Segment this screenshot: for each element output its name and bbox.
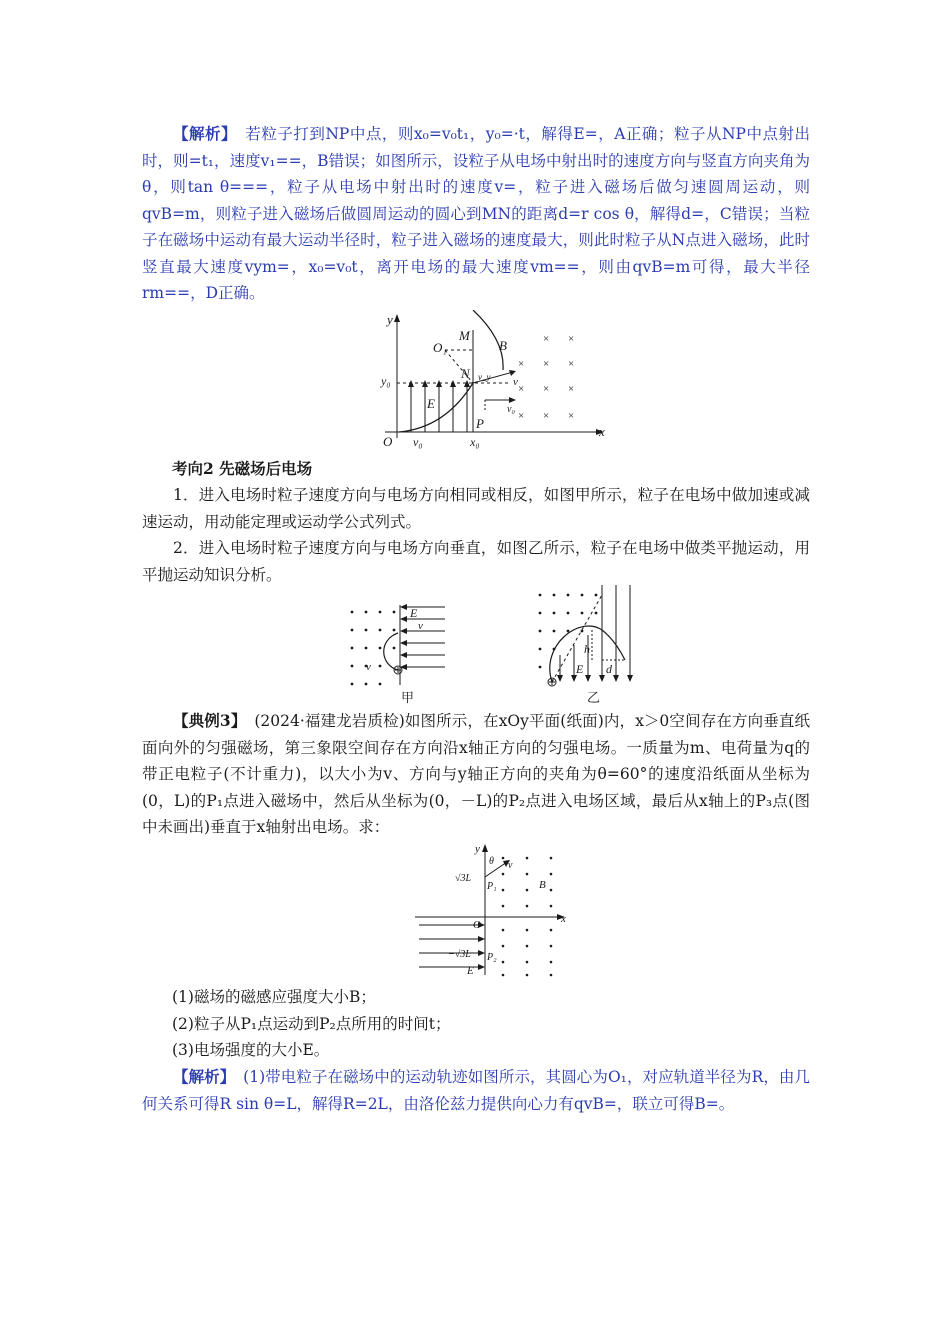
label-N: N xyxy=(461,366,470,381)
svg-text:×: × xyxy=(518,410,525,422)
label-x: x xyxy=(599,424,605,439)
svg-text:×: × xyxy=(543,383,550,395)
label-v: v xyxy=(513,376,518,388)
trajectory-parabola xyxy=(399,383,473,432)
svg-text:×: × xyxy=(543,410,550,422)
label-x0: x₀ xyxy=(470,435,480,449)
analysis2-text: (1)带电粒子在磁场中的运动轨迹如图所示，其圆心为O₁，对应轨道半径为R，由几何关系可得R sin θ=L，解得R=2L，由洛伦兹力提供向心力有qvB=，联立可得B=。 xyxy=(142,1068,810,1113)
y-axis-arrow xyxy=(394,314,400,322)
svg-text:×: × xyxy=(543,358,550,370)
ex-label-B: B xyxy=(539,879,546,891)
ex-label-sqrt3L: √3L xyxy=(455,873,472,884)
ex-label-x: x xyxy=(561,913,566,925)
label-M: M xyxy=(459,328,470,343)
label-O: O xyxy=(383,434,393,449)
svg-text:×: × xyxy=(518,358,525,370)
ex-label-theta: θ xyxy=(489,856,494,867)
analysis-paragraph-2 xyxy=(142,1064,810,1117)
jia-label-v-bottom: v xyxy=(366,661,371,673)
caption-jia: 甲 xyxy=(401,690,415,705)
example-paragraph xyxy=(142,708,810,841)
ex-label-v: v xyxy=(508,860,513,871)
jia-label-E: E xyxy=(410,606,418,620)
label-v0-bottom: v₀ xyxy=(413,435,423,449)
yi-label-d: d xyxy=(606,662,612,676)
svg-text:×: × xyxy=(518,383,525,395)
example-tag: 【典例3】 xyxy=(173,711,239,730)
svg-text:×: × xyxy=(568,410,575,422)
svg-text:×: × xyxy=(568,358,575,370)
analysis-text: 若粒子打到NP中点，则x₀=v₀t₁，y₀=·t，解得E=，A正确；粒子从NP中点射出时，则=t₁，速度v₁==，B错误；如图所示，设粒子从电场中射出时的速度方向与竖直方向夹角为θ，则tan θ===，粒子从电场中射出时的速度v=，粒子进入磁场后做匀速圆周运动，则qvB=m，则粒子进入磁场后做圆周运动的圆心到MN的距离d=r cos θ，解得d=，C错误；当粒子在磁场中运动有最大运动半径时，粒子进入磁场的速度最大，则此时粒子从N点进入磁场，此时竖直最大速度vym=，x₀=v₀t，离开电场的最大速度vm==，则由qvB=m可得，最大半径rm==，D正确。 xyxy=(142,125,810,302)
dots-left xyxy=(351,611,396,686)
label-y: y xyxy=(387,312,393,327)
label-B: B xyxy=(499,338,507,353)
point-2: 2．进入电场时粒子速度方向与电场方向垂直，如图乙所示，粒子在电场中做类平抛运动，用平抛运动知识分析。 xyxy=(142,539,810,584)
figure-field-diagram-1 xyxy=(375,310,615,455)
question-3: (3)电场强度的大小E。 xyxy=(172,1041,330,1059)
ex-label-P1: P₁ xyxy=(487,881,497,892)
label-E: E xyxy=(427,396,435,411)
ex-label-O: O xyxy=(473,919,481,931)
jia-label-v-top: v xyxy=(418,620,423,632)
label-P: P xyxy=(476,416,484,431)
figure-example-3 xyxy=(415,840,575,980)
analysis-paragraph-1 xyxy=(142,121,810,307)
ex-label-P2: P₂ xyxy=(487,952,497,963)
question-1: (1)磁场的磁感应强度大小B； xyxy=(172,988,376,1006)
ex-label-neg-sqrt3L: −√3L xyxy=(448,949,471,960)
label-vy: v_y xyxy=(478,372,491,382)
label-v0-right: v₀ xyxy=(507,404,515,415)
yi-label-h: h xyxy=(584,642,590,656)
caption-yi: 乙 xyxy=(587,690,601,705)
ex-label-y: y xyxy=(475,843,480,855)
yi-label-E: E xyxy=(576,662,584,676)
figure-jia-yi xyxy=(340,585,650,707)
cross-mark: × xyxy=(543,333,550,345)
svg-text:×: × xyxy=(568,383,575,395)
svg-text:×: × xyxy=(568,333,575,345)
analysis-tag: 【解析】 xyxy=(173,124,230,143)
ex-label-E: E xyxy=(467,965,474,977)
section-title: 考向2 先磁场后电场 xyxy=(172,459,313,478)
point-1: 1．进入电场时粒子速度方向与电场方向相同或相反，如图甲所示，粒子在电场中做加速或减速运动，用动能定理或运动学公式列式。 xyxy=(142,486,810,531)
question-2: (2)粒子从P₁点运动到P₂点所用的时间t； xyxy=(172,1015,451,1033)
label-y0: y₀ xyxy=(381,374,391,388)
example-text: (2024·福建龙岩质检)如图所示，在xOy平面(纸面)内，x＞0空间存在方向垂直纸面向外的匀强磁场，第三象限空间存在方向沿x轴正方向的匀强电场。一质量为m、电荷量为q的带正电粒子(不计重力)，以大小为v、方向与y轴正方向的夹角为θ=60°的速度沿纸面从坐标为(0，L)的P₁点进入磁场中，然后从坐标为(0，－L)的P₂点进入电场区域，最后从x轴上的P₃点(图中未画出)垂直于x轴射出电场。求： xyxy=(142,712,811,836)
label-O1: O₁ xyxy=(433,340,447,355)
analysis2-tag: 【解析】 xyxy=(173,1067,228,1086)
dots-right xyxy=(539,594,598,669)
left-arc xyxy=(384,633,398,670)
